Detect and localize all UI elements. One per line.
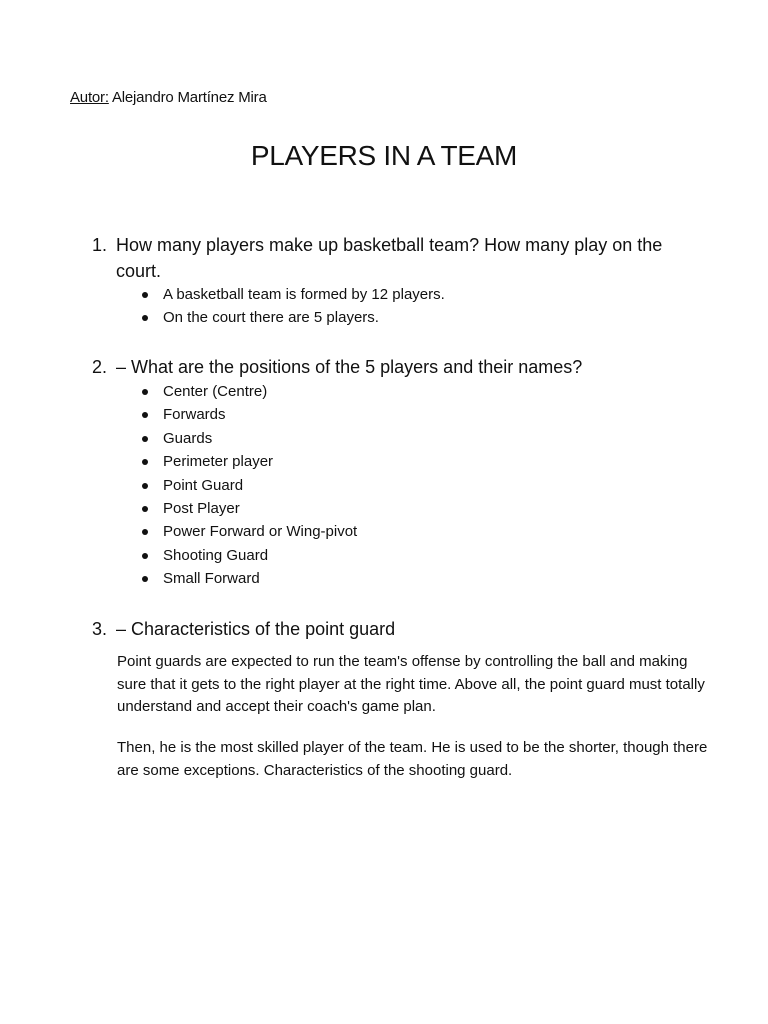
bullet-icon [142, 436, 148, 442]
author-label: Autor: [70, 89, 109, 106]
paragraph: Then, he is the most skilled player of the team. He is used to be the shorter, though there are some exceptions. Characteristics of the shooting guard. [117, 739, 708, 779]
list-item-text: On the court there are 5 players. [163, 309, 379, 327]
question-2 [92, 354, 712, 380]
author-line [70, 89, 267, 106]
bullet-icon [142, 459, 148, 465]
list-item [142, 474, 357, 497]
paragraph: Point guards are expected to run the team's offense by controlling the ball and making sure that it gets to the right player at the right time. Above all, the point guard must totally understand and accept their coach's game plan. [117, 653, 705, 715]
question-text: – Characteristics of the point guard [116, 619, 396, 639]
question-text: – What are the positions of the 5 players and their names? [116, 357, 583, 377]
list-item [142, 427, 357, 450]
question-3 [92, 616, 712, 642]
bullet-icon [142, 553, 148, 559]
document-title: PLAYERS IN A TEAM [250, 140, 518, 171]
list-item-text: Forwards [163, 406, 226, 424]
bullet-icon [142, 483, 148, 489]
bullet-icon [142, 315, 148, 321]
question-1-answers [142, 283, 445, 330]
list-item [142, 403, 357, 426]
list-item [142, 497, 357, 520]
question-number: 1. [92, 235, 108, 255]
bullet-icon [142, 506, 148, 512]
bullet-icon [142, 389, 148, 395]
list-item [142, 567, 357, 590]
list-item-text: Post Player [163, 499, 240, 517]
list-item [142, 306, 445, 329]
bullet-icon [142, 292, 148, 298]
list-item-text: Shooting Guard [163, 546, 269, 564]
list-item-text: Center (Centre) [163, 383, 268, 400]
question-text: How many players make up basketball team? How many play on the court. [116, 235, 663, 281]
question-number: 2. [92, 357, 108, 377]
list-item-text: Small Forward [163, 570, 260, 588]
list-item-text: Point Guard [163, 476, 244, 494]
question-number: 3. [92, 619, 108, 639]
bullet-icon [142, 412, 148, 418]
list-item [142, 380, 357, 403]
list-item [142, 520, 357, 543]
list-item [142, 544, 357, 567]
list-item [142, 283, 445, 306]
question-2-answers [142, 380, 357, 591]
list-item-text: Perimeter player [163, 453, 274, 471]
list-item-text: Guards [163, 429, 213, 447]
list-item-text: Power Forward or Wing-pivot [163, 523, 358, 541]
author-name: Alejandro Martínez Mira [108, 89, 267, 106]
list-item [142, 450, 357, 473]
bullet-icon [142, 576, 148, 582]
bullet-icon [142, 529, 148, 535]
list-item-text: A basketball team is formed by 12 players. [163, 286, 445, 303]
question-1 [92, 232, 712, 284]
